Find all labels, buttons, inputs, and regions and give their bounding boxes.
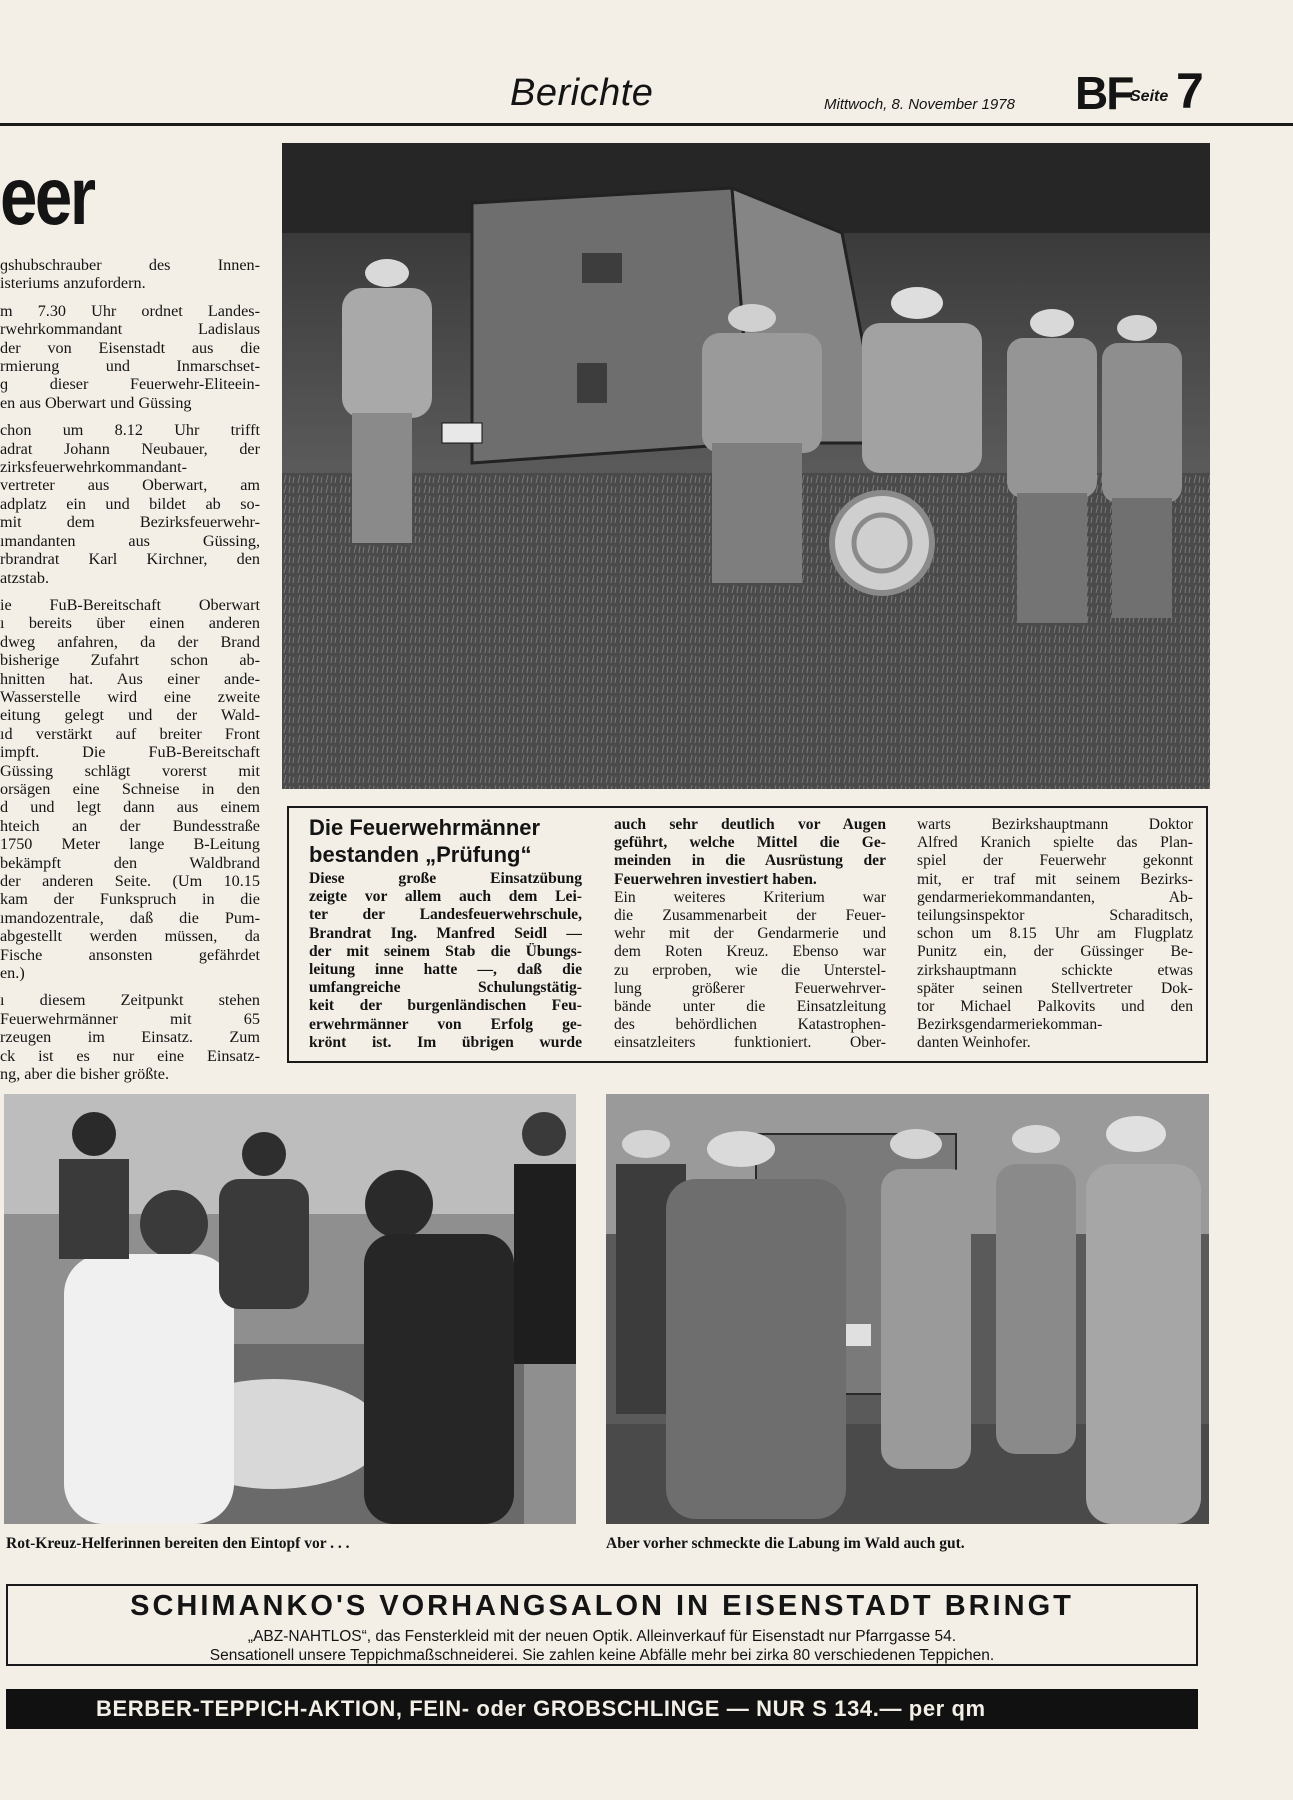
text-line: Güssing schlägt vorerst mit bbox=[0, 761, 260, 780]
left-paragraph bbox=[0, 421, 260, 587]
headline-line-2: bestanden „Prüfung“ bbox=[309, 842, 532, 867]
ad-line-1: „ABZ-NAHTLOS“, das Fensterkleid mit der neuen Optik. Alleinverkauf für Eisenstadt nur Pfarrgasse 54. bbox=[247, 1628, 957, 1645]
text-line: rwehrkommandant Ladislaus bbox=[0, 320, 260, 339]
left-article-body bbox=[0, 256, 260, 1083]
text-line: ng, aber die bisher größte. bbox=[0, 1065, 170, 1084]
text-line: abgestellt werden müssen, da bbox=[0, 927, 260, 946]
text-line: umfangreiche Schulungstätig- bbox=[309, 979, 582, 997]
bottom-right-photo bbox=[606, 1094, 1209, 1524]
top-photo bbox=[282, 143, 1210, 789]
text-line: dweg anfahren, da der Brand bbox=[0, 632, 260, 651]
text-line: der mit seinem Stab die Übungs- bbox=[309, 942, 582, 960]
text-line: spiel der Feuerwehr gekonnt bbox=[917, 852, 1193, 870]
left-paragraph bbox=[0, 256, 260, 293]
red-cross-helpers-photo bbox=[4, 1094, 576, 1524]
text-line: bisherige Zufahrt schon ab- bbox=[0, 651, 260, 670]
text-line: ie FuB-Bereitschaft Oberwart bbox=[0, 595, 260, 614]
text-line: Diese große Einsatzübung bbox=[309, 870, 582, 887]
left-paragraph bbox=[0, 991, 260, 1083]
text-line: en aus Oberwart und Güssing bbox=[0, 393, 192, 412]
text-line: ıd verstärkt auf breiter Front bbox=[0, 724, 260, 743]
text-line: die Zusammenarbeit der Feuer- bbox=[614, 907, 886, 925]
box-article-col3 bbox=[917, 816, 1193, 1053]
promo-banner: BERBER-TEPPICH-AKTION, FEIN- oder GROBSCHLINGE — NUR S 134.— per qm bbox=[6, 1689, 1198, 1729]
text-line: wehr mit der Gendarmerie und bbox=[614, 925, 886, 943]
text-line: Feuerwehrmänner mit 65 bbox=[0, 1009, 260, 1028]
ad-headline: SCHIMANKO'S VORHANGSALON IN EISENSTADT BRINGT bbox=[130, 1590, 1074, 1622]
ad-line-2: Sensationell unsere Teppichmaßschneiderei. Sie zahlen keine Abfälle mehr bei zirka 80 verschiedenen Teppichen. bbox=[209, 1647, 995, 1664]
text-line: atzstab. bbox=[0, 568, 49, 587]
firefighters-photo bbox=[282, 143, 1210, 789]
text-line: Wasserstelle wird eine zweite bbox=[0, 687, 260, 706]
text-line: hteich an der Bundesstraße bbox=[0, 816, 260, 835]
text-line: d und legt dann aus einem bbox=[0, 798, 260, 817]
text-line: danten Weinhofer. bbox=[917, 1034, 1031, 1052]
text-line: ımandanten aus Güssing, bbox=[0, 531, 260, 550]
issue-date: Mittwoch, 8. November 1978 bbox=[824, 96, 1015, 113]
left-paragraph bbox=[0, 302, 260, 412]
text-line: eitung gelegt und der Wald- bbox=[0, 706, 260, 725]
text-line: adrat Johann Neubauer, der bbox=[0, 439, 260, 458]
box-article-headline bbox=[309, 814, 599, 868]
section-title: Berichte bbox=[510, 72, 654, 114]
text-line: teilungsinspektor Scharaditsch, bbox=[917, 907, 1193, 925]
left-paragraph bbox=[0, 596, 260, 983]
text-line: meinden in die Ausrüstung der bbox=[614, 852, 886, 870]
text-line: isteriums anzufordern. bbox=[0, 274, 146, 293]
text-line: bekämpft den Waldbrand bbox=[0, 853, 260, 872]
newspaper-logo: BF bbox=[1075, 67, 1133, 119]
text-line: impft. Die FuB-Bereitschaft bbox=[0, 743, 260, 762]
text-line: der von Eisenstadt aus die bbox=[0, 338, 260, 357]
text-line: krönt ist. Im übrigen wurde bbox=[309, 1033, 582, 1051]
text-line: ter der Landesfeuerwehrschule, bbox=[309, 906, 582, 924]
text-line: Fische ansonsten gefährdet bbox=[0, 945, 260, 964]
text-line: schon um 8.15 Uhr am Flugplatz bbox=[917, 925, 1193, 943]
text-line: ck ist es nur eine Einsatz- bbox=[0, 1046, 260, 1065]
text-line: adplatz ein und bildet ab so- bbox=[0, 494, 260, 513]
text-line: keit der burgenländischen Feu- bbox=[309, 997, 582, 1015]
text-line: auch sehr deutlich vor Augen bbox=[614, 816, 886, 833]
text-line: hnitten hat. Aus einer ande- bbox=[0, 669, 260, 688]
text-line: zeigte vor allem auch dem Lei- bbox=[309, 888, 582, 906]
text-line: 1750 Meter lange B-Leitung bbox=[0, 835, 260, 854]
box-article-col2 bbox=[614, 816, 886, 1053]
text-line: rbrandrat Karl Kirchner, den bbox=[0, 550, 260, 569]
text-line: einsatzleiters funktioniert. Ober- bbox=[614, 1034, 886, 1052]
box-article-col1 bbox=[309, 870, 582, 1052]
text-line: chon um 8.12 Uhr trifft bbox=[0, 421, 260, 440]
text-line: zirksfeuerwehrkommandant- bbox=[0, 458, 187, 477]
text-line: rmierung und Inmarschset- bbox=[0, 357, 260, 376]
text-line: ı diesem Zeitpunkt stehen bbox=[0, 991, 260, 1010]
text-line: mit, er traf mit seinem Bezirks- bbox=[917, 870, 1193, 888]
text-line: ɡshubschrauber des Innen- bbox=[0, 256, 260, 274]
labung-photo bbox=[606, 1094, 1209, 1524]
text-line: m 7.30 Uhr ordnet Landes- bbox=[0, 301, 260, 320]
text-line: rzeugen im Einsatz. Zum bbox=[0, 1028, 260, 1047]
caption-right: Aber vorher schmeckte die Labung im Wald auch gut. bbox=[606, 1535, 965, 1552]
headline-line-1: Die Feuerwehrmänner bbox=[309, 815, 541, 840]
text-line: Bezirksgendarmeriekomman- bbox=[917, 1016, 1103, 1034]
text-line: Alfred Kranich spielte das Plan- bbox=[917, 834, 1193, 852]
text-line: zirkshauptmann schickte etwas bbox=[917, 961, 1193, 979]
text-line: erwehrmänner von Erfolg ge- bbox=[309, 1015, 582, 1033]
text-line: zu erproben, wie die Unterstel- bbox=[614, 961, 886, 979]
text-line: ı bereits über einen anderen bbox=[0, 614, 260, 633]
text-line: mit dem Bezirksfeuerwehr- bbox=[0, 513, 260, 532]
text-line: leitung inne hatte —, daß die bbox=[309, 961, 582, 979]
text-line: bände unter die Einsatzleitung bbox=[614, 998, 886, 1016]
text-line: der anderen Seite. (Um 10.15 bbox=[0, 872, 260, 890]
text-line: orsägen eine Schneise in den bbox=[0, 779, 260, 798]
text-line: ımandozentrale, daß die Pum- bbox=[0, 908, 260, 927]
page-number: 7 bbox=[1176, 63, 1204, 119]
page-label: Seite bbox=[1130, 88, 1169, 105]
text-line: vertreter aus Oberwart, am bbox=[0, 476, 260, 495]
text-line: ɡ dieser Feuerwehr-Eliteein- bbox=[0, 375, 260, 394]
caption-left: Rot-Kreuz-Helferinnen bereiten den Eintopf vor . . . bbox=[6, 1535, 350, 1552]
text-line: des behördlichen Katastrophen- bbox=[614, 1016, 886, 1034]
text-line: Ein weiteres Kriterium war bbox=[614, 888, 886, 906]
text-line: Brandrat Ing. Manfred Seidl — bbox=[309, 924, 582, 942]
text-line: gendarmeriekommandanten, Ab- bbox=[917, 888, 1193, 906]
text-line: später seinen Stellvertreter Dok- bbox=[917, 979, 1193, 997]
text-line: tor Michael Palkovits und den bbox=[917, 998, 1193, 1016]
left-article-headline: eer bbox=[0, 151, 94, 242]
text-line: dem Roten Kreuz. Ebenso war bbox=[614, 943, 886, 961]
text-line: lung größerer Feuerwehrver- bbox=[614, 979, 886, 997]
text-line: en.) bbox=[0, 964, 25, 983]
header-rule bbox=[0, 123, 1293, 126]
text-line: geführt, welche Mittel die Ge- bbox=[614, 834, 886, 852]
text-line: warts Bezirkshauptmann Doktor bbox=[917, 816, 1193, 833]
text-line: Punitz ein, der Güssinger Be- bbox=[917, 943, 1193, 961]
bottom-left-photo bbox=[4, 1094, 576, 1524]
text-line: Feuerwehren investiert haben. bbox=[614, 870, 817, 888]
text-line: kam der Funkspruch in die bbox=[0, 890, 260, 909]
